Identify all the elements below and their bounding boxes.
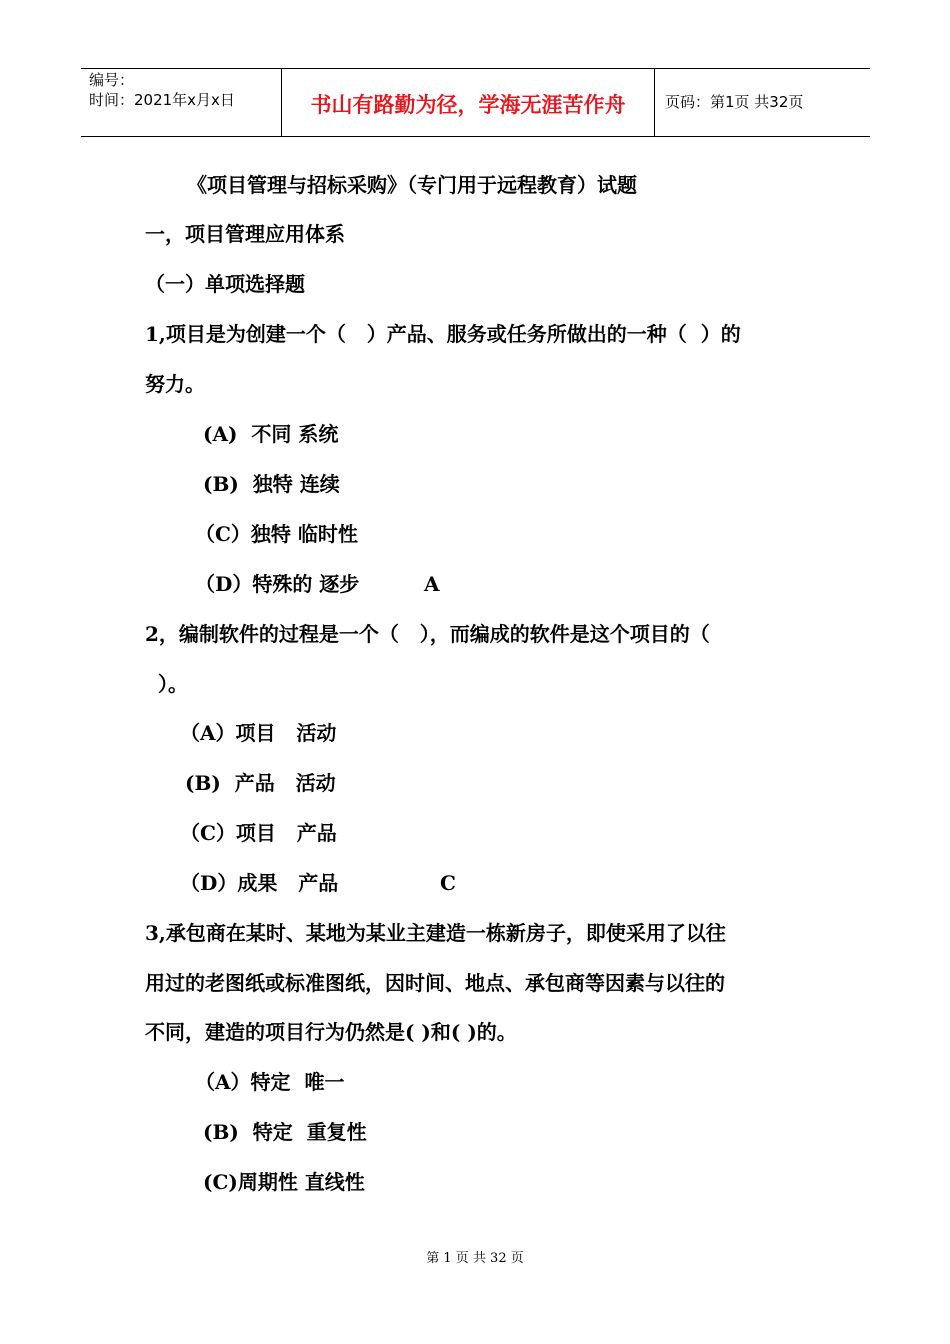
q1-option-d: （D）特殊的 逐步 <box>195 572 360 596</box>
q1-line1: 1,项目是为创建一个（ ）产品、服务或任务所做出的一种（ ）的 <box>145 322 741 346</box>
time-label: 时间：2021年x月x日 <box>89 91 235 109</box>
header-left-cell <box>81 69 282 136</box>
q3-line3: 不同，建造的项目行为仍然是( )和( )的。 <box>145 1020 517 1044</box>
subsection-heading: （一）单项选择题 <box>145 272 305 296</box>
q3-option-a: （A）特定 唯一 <box>195 1070 345 1094</box>
q3-line2: 用过的老图纸或标准图纸，因时间、地点、承包商等因素与以往的 <box>145 971 725 995</box>
q3-line1: 3,承包商在某时、某地为某业主建造一栋新房子，即使采用了以往 <box>145 921 726 945</box>
q2-line1: 2，编制软件的过程是一个（ ），而编成的软件是这个项目的（ <box>145 622 710 646</box>
q3-option-b: (B) 特定 重复性 <box>203 1120 367 1144</box>
q2-option-c: （C）项目 产品 <box>180 821 337 845</box>
q2-line2: ）。 <box>158 672 188 696</box>
q2-option-d: （D）成果 产品 <box>180 871 339 895</box>
q2-option-b: (B) 产品 活动 <box>185 771 336 795</box>
page-info: 页码：第1页 共32页 <box>665 93 804 111</box>
q3-option-c: (C)周期性 直线性 <box>203 1170 365 1194</box>
document-title: 《项目管理与招标采购》（专门用于远程教育）试题 <box>187 173 637 197</box>
motto: 书山有路勤为径，学海无涯苦作舟 <box>310 92 626 117</box>
number-label: 编号： <box>89 71 135 89</box>
header-right-cell <box>655 69 870 136</box>
header-motto-cell <box>282 69 655 136</box>
section-heading: 一，项目管理应用体系 <box>145 222 345 246</box>
q2-answer: C <box>440 871 456 895</box>
q1-option-c: （C）独特 临时性 <box>195 522 358 546</box>
q1-line2: 努力。 <box>145 372 205 396</box>
q1-option-a: (A) 不同 系统 <box>203 422 339 446</box>
header-table <box>81 68 870 137</box>
q1-option-b: (B) 独特 连续 <box>203 472 340 496</box>
q2-option-a: （A）项目 活动 <box>180 721 337 745</box>
q1-answer: A <box>424 572 440 596</box>
page-footer: 第 1 页 共 32 页 <box>426 1251 524 1266</box>
